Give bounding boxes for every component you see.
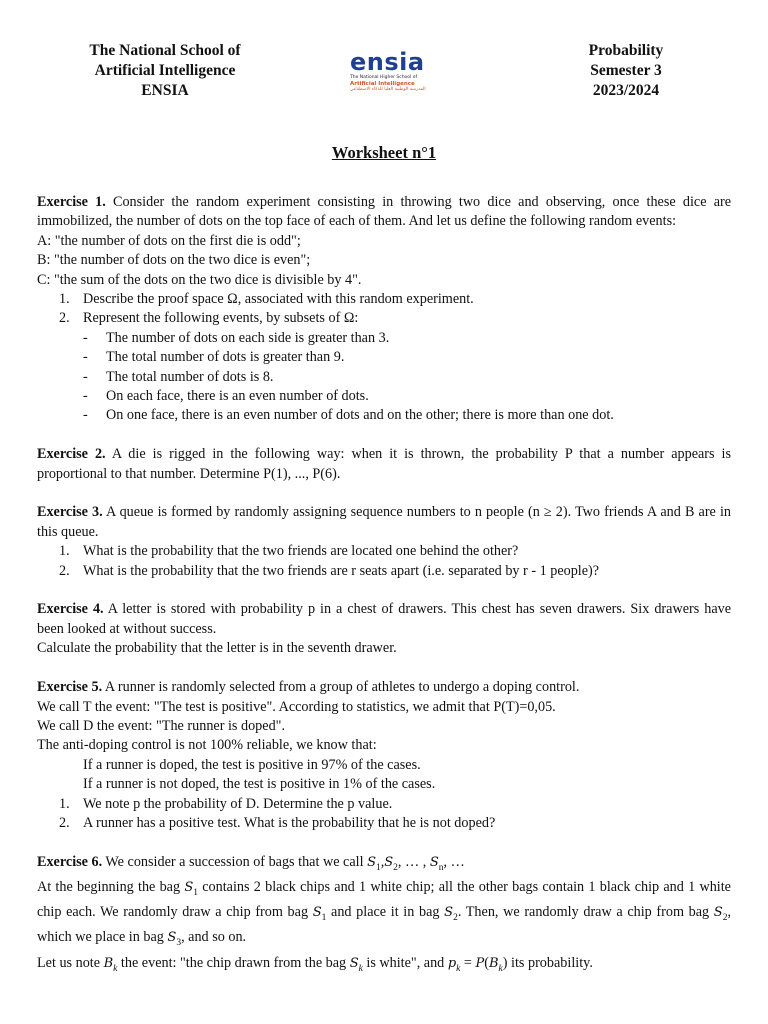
bag-sequence: $S_1,S_2$, … , $S_n$, …	[367, 853, 465, 873]
list-item: 1. We note p the probability of D. Determine the p value.	[59, 795, 393, 812]
page-title: Worksheet n°1	[331, 143, 437, 162]
list-item: 1. Describe the proof space Ω, associated with this random experiment.	[59, 291, 474, 308]
event-a: A: "the number of dots on the first die is odd";	[37, 232, 301, 249]
exercise-1: Exercise 1. Consider the random experiment consisting in throwing two dice and observing, once these dice are immobilized, the number of dots on the top face of each of them. And let us define the following random events:	[37, 194, 732, 230]
event-c: C: "the sum of the dots on the two dice is divisible by 4".	[37, 271, 362, 288]
sub-item: - On each face, there is an even number of dots.	[83, 388, 369, 405]
exercise-6: Exercise 6. We consider a succession of bags that we call $S_1,S_2$, … , $S_n$, …	[37, 853, 465, 873]
sub-item: - The total number of dots is 8.	[83, 368, 274, 385]
exercises: Exercise 1. Consider the random experiment consisting in throwing two dice and observing, once these dice are immobilized, the number of dots on the top face of each of them. And let us define the following random events: A: "the number of dots on the first die is odd"; B: "the number of dots on the two dice is even"; C: "the sum of the dots on the two dice is divisible by 4". 1. Describe the proof space Ω, associated with this random experiment. 2. Represent the following events, by subsets of Ω: - The number of dots on each side is greater than 3. - The total number of dots is greater than 9. - The total number of dots is 8. - On each face, there is an even number of dots. - On one face, there is an even number of dots and on the other; there is more than one dot. Exercise 2. A die is rigged in the following way: when it is thrown, the probability P that a number appears is proportional to that number. Determine P(1), ..., P(6). Exercise 3. A queue is formed by randomly assigning sequence numbers to n people (n ≥ 2). Two friends A and B are in this queue. 1. What is the probability that the two friends are located one behind the other? 2. What is the probability that the two friends are r seats apart (i.e. separated by r - 1 people)? Exercise 4. A letter is stored with probability p in a chest of drawers. This chest has seven drawers. Six drawers have been looked at without success. Calculate the probability that the letter is in the seventh drawer. Exercise 5. A runner is randomly selected from a group of athletes to undergo a doping control. We call T the event: "The test is positive". According to statistics, we admit that P(T)=0,05. We call D the event: "The runner is doped". The anti-doping control is not 100% reliable, we know that: If a runner is doped, the test is positive in 97% of the cases. If a runner is not doped, the test is positive in 1% of the cases. 1. We note p the probability of D. Determine the p value. 2. A runner has a positive test. What is the probability that he is not doped? Exercise 6. We consider a succession of bags that we call $S_1,S_2$, … , $S_n$, … At the beginning the bag $S_1$ contains 2 black chips and 1 white chip; all the other bags contain 1 black chip and 1 white chip each. We randomly draw a chip from bag $S_1$ and place it in bag $S_2$. Then, we randomly draw a chip from bag $S_2$, which we place in bag $S_3$, and so on. Let us note $B_k$ the event: "the chip drawn from the bag $S_k$ is white", and $p_k = P(B_k)$ its probability.	[37, 194, 732, 974]
exercise-2: Exercise 2. A die is rigged in the following way: when it is thrown, the probability P that a number appears is proportional to that number. Determine P(1), ..., P(6).	[37, 446, 732, 482]
logo-wordmark: ensia	[350, 48, 425, 76]
ensia-logo: ensia The National Higher School of Artificial Intelligence المدرسة الوطنية العليا للذكاء الاصطناعي	[350, 50, 428, 93]
list-item: 2. A runner has a positive test. What is the probability that he is not doped?	[59, 814, 496, 831]
sub-item: - The total number of dots is greater than 9.	[83, 349, 345, 366]
sub-item: - The number of dots on each side is greater than 3.	[83, 329, 390, 346]
exercise-4: Exercise 4. A letter is stored with probability p in a chest of drawers. This chest has seven drawers. Six drawers have been looked at without success.	[37, 601, 732, 637]
list-item: 2. Represent the following events, by subsets of Ω:	[59, 310, 359, 327]
list-item: 2. What is the probability that the two friends are r seats apart (i.e. separated by r - 1 people)?	[59, 562, 600, 579]
sub-item: - On one face, there is an even number of dots and on the other; there is more than one dot.	[83, 407, 614, 424]
list-item: 1. What is the probability that the two friends are located one behind the other?	[59, 543, 519, 560]
course-info: Probability Semester 3 2023/2024	[588, 42, 664, 99]
event-b: B: "the number of dots on the two dice is even";	[37, 252, 311, 269]
exercise-5: Exercise 5. A runner is randomly selected from a group of athletes to undergo a doping control.	[37, 679, 580, 696]
school-name: The National School of Artificial Intelligence ENSIA	[89, 42, 241, 99]
exercise-3: Exercise 3. A queue is formed by randomly assigning sequence numbers to n people (n ≥ 2). Two friends A and B are in this queue.	[37, 504, 731, 540]
